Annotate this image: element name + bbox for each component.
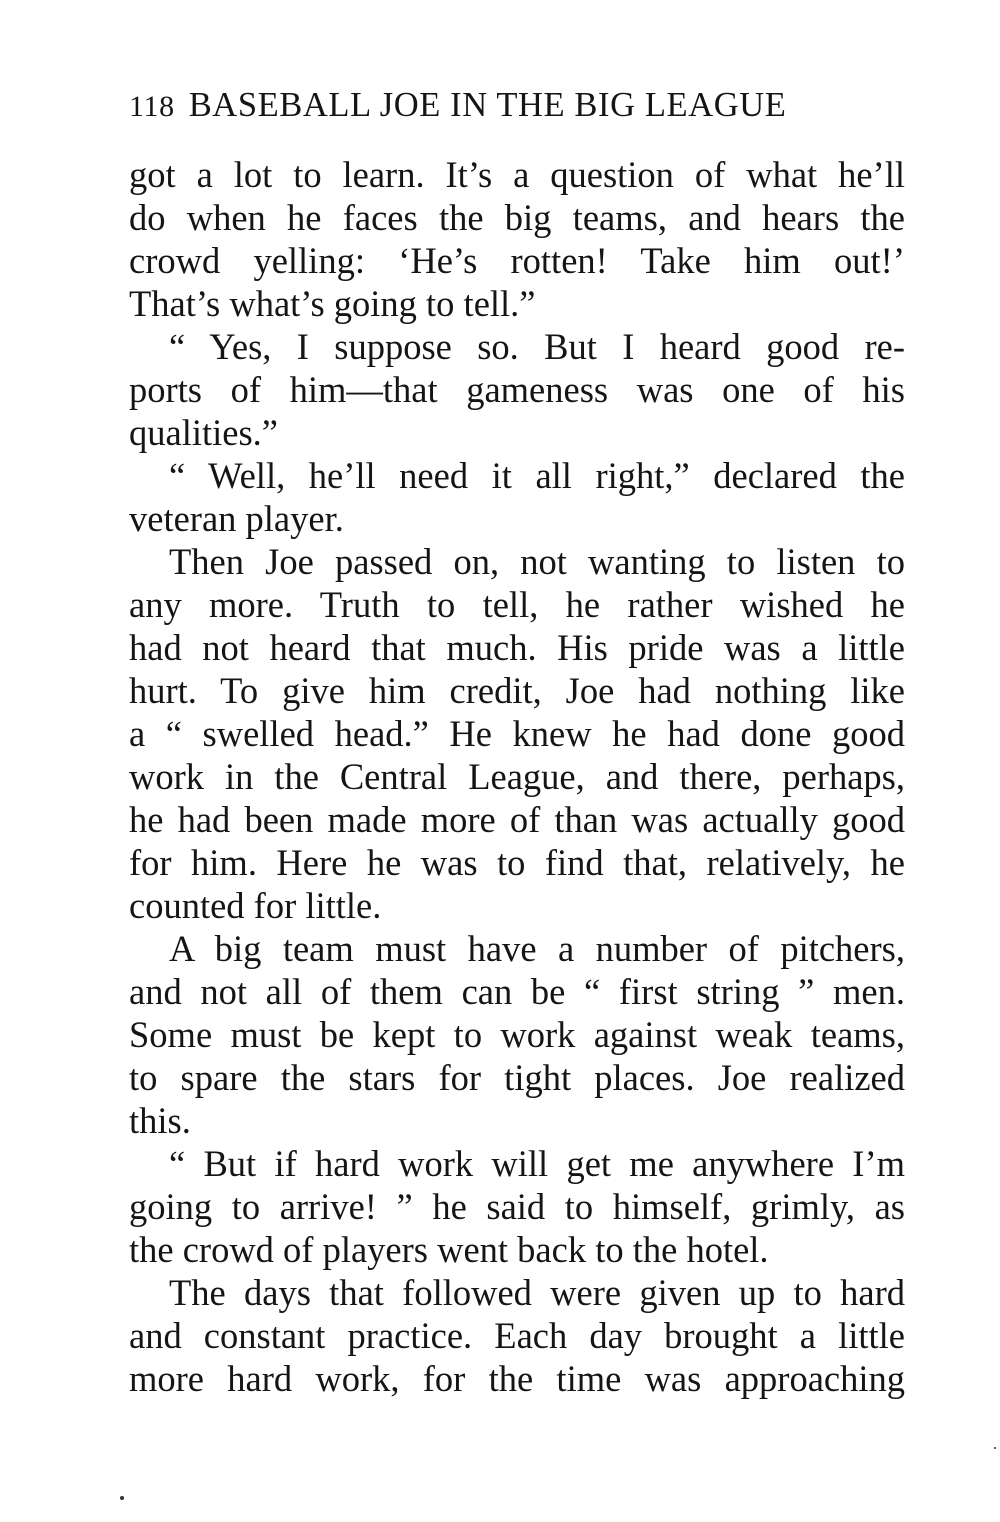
text-line: work in the Central League, and there, perhaps, [129,756,905,797]
text-line: he had been made more of than was actually good [129,799,905,840]
text-line: this. [129,1100,191,1141]
text-line: do when he faces the big teams, and hears the [129,197,905,238]
text-line: “ Well, he’ll need it all right,” declared the [169,455,905,496]
paper-speck [120,1496,124,1500]
text-line: to spare the stars for tight places. Joe realized [129,1057,905,1098]
text-line: Some must be kept to work against weak teams, [129,1014,905,1055]
text-line: and not all of them can be “ first string ” men. [129,971,905,1012]
text-line: ports of him—that gameness was one of his [129,369,905,410]
paper-speck [994,1447,996,1449]
running-head [129,80,905,130]
text-line: “ Yes, I suppose so. But I heard good re- [169,326,905,367]
text-line: for him. Here he was to find that, relatively, he [129,842,905,883]
text-line: crowd yelling: ‘He’s rotten! Take him out!’ [129,240,905,281]
text-line: A big team must have a number of pitchers, [169,928,905,969]
body-text [129,153,905,1400]
text-line: and constant practice. Each day brought a little [129,1315,905,1356]
text-line: had not heard that much. His pride was a little [129,627,905,668]
text-line: Then Joe passed on, not wanting to listen to [169,541,905,582]
text-line: counted for little. [129,885,382,926]
text-line: veteran player. [129,498,344,539]
text-line: The days that followed were given up to hard [169,1272,905,1313]
text-line: the crowd of players went back to the hotel. [129,1229,769,1270]
text-line: got a lot to learn. It’s a question of what he’ll [129,154,905,195]
text-line: more hard work, for the time was approaching [129,1358,905,1399]
text-line: qualities.” [129,412,278,453]
text-line: any more. Truth to tell, he rather wished he [129,584,905,625]
text-line: “ But if hard work will get me anywhere I’m [169,1143,905,1184]
text-line: hurt. To give him credit, Joe had nothing like [129,670,905,711]
text-line: That’s what’s going to tell.” [129,283,536,324]
running-title: BASEBALL JOE IN THE BIG LEAGUE [188,86,787,124]
text-line: a “ swelled head.” He knew he had done good [129,713,905,754]
text-line: going to arrive! ” he said to himself, grimly, as [129,1186,905,1227]
page-number: 118 [129,90,175,123]
